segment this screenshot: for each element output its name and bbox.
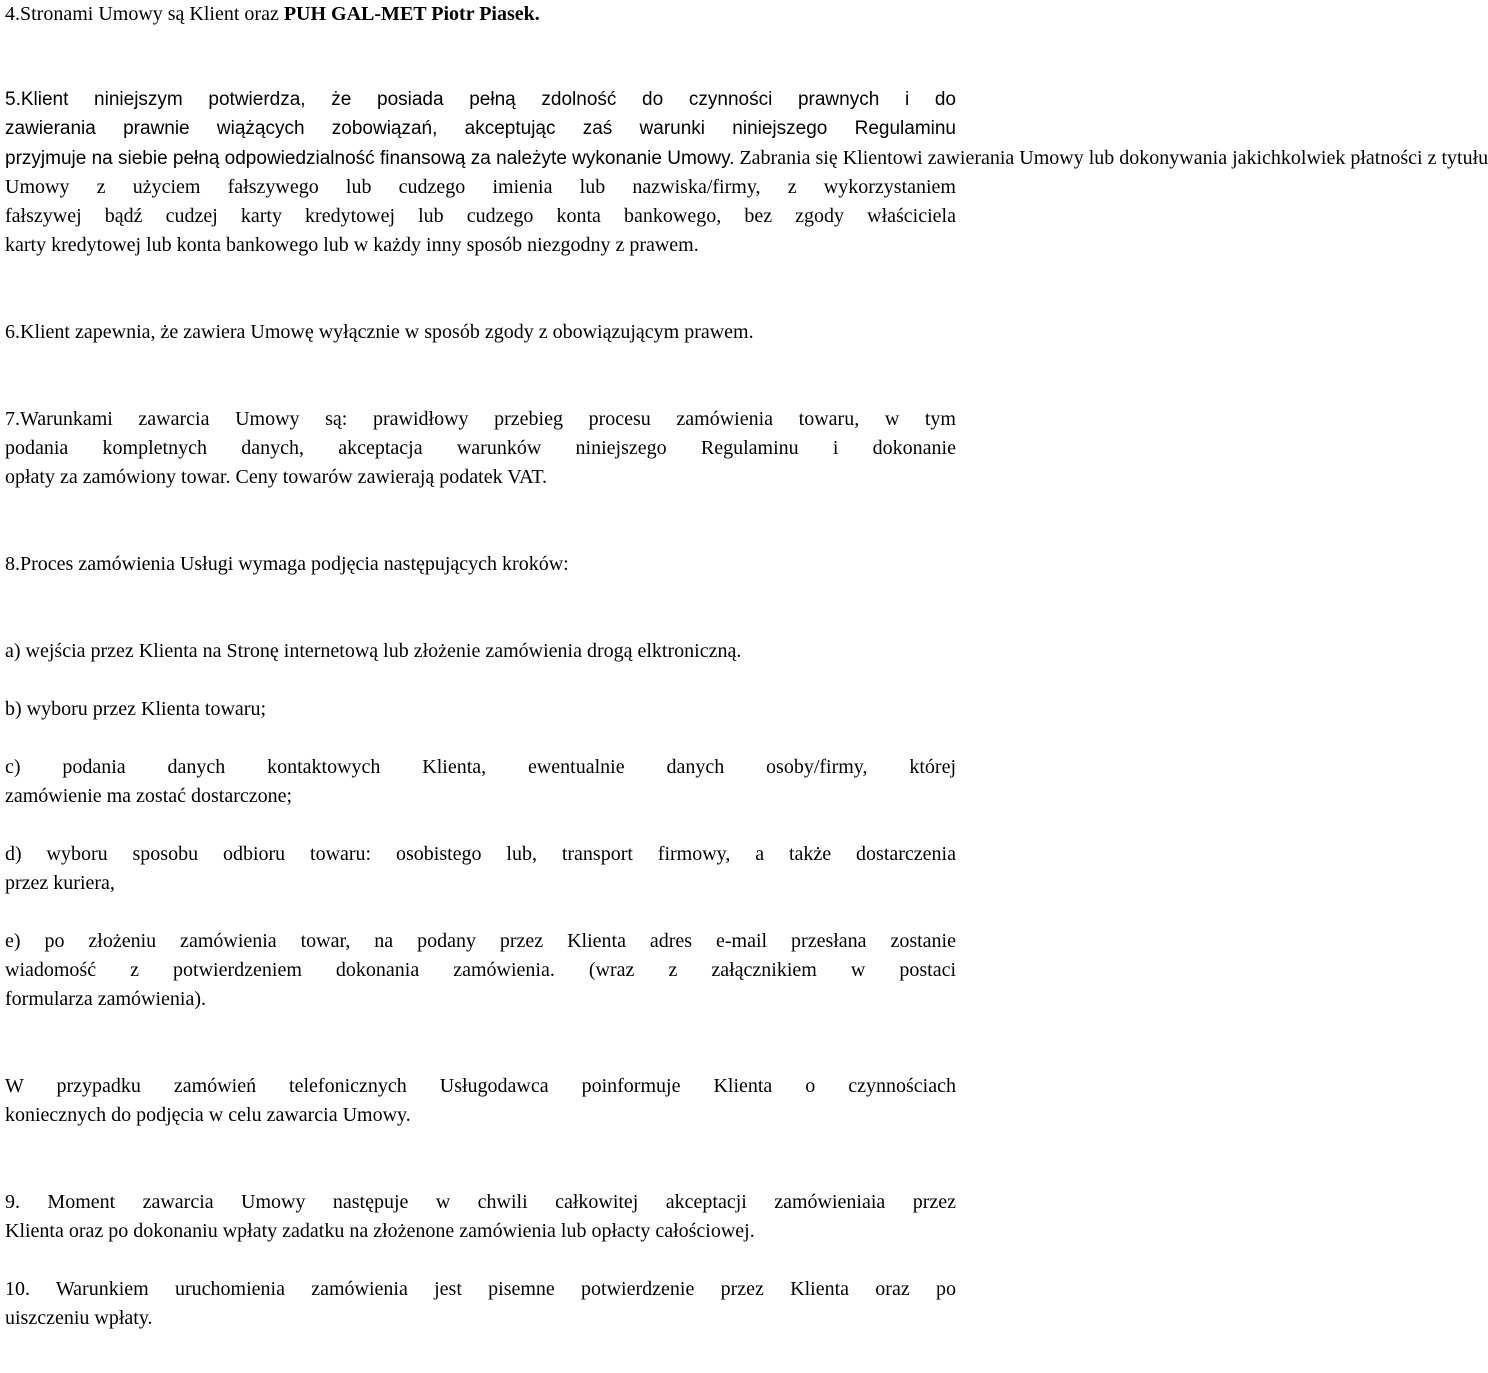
section-5-line-6: karty kredytowej lub konta bankowego lub w każdy inny sposób niezgodny z prawem. bbox=[5, 234, 699, 256]
step-e-line-3: formularza zamówienia). bbox=[5, 988, 207, 1010]
phone-orders-line-2: koniecznych do podjęcia w celu zawarcia Umowy. bbox=[5, 1104, 411, 1126]
section-5-line-3 bbox=[5, 146, 1488, 171]
section-9-line-2: Klienta oraz po dokonaniu wpłaty zadatku na złożenone zamówienia lub opłacty całościowej. bbox=[5, 1220, 755, 1242]
step-d-line-2: przez kuriera, bbox=[5, 872, 115, 894]
section-7-line-1: 7.Warunkami zawarcia Umowy są: prawidłowy przebieg procesu zamówienia towaru, w tym bbox=[5, 408, 956, 430]
section-4-heading bbox=[5, 2, 540, 26]
section-5-line-2: zawierania prawnie wiążących zobowiązań, akceptując zaś warunki niniejszego Regulaminu bbox=[5, 118, 956, 139]
section-9-line-1: 9. Moment zawarcia Umowy następuje w chwili całkowitej akceptacji zamówieniaia przez bbox=[5, 1191, 956, 1213]
step-c-line-2: zamówienie ma zostać dostarczone; bbox=[5, 785, 293, 807]
section-4-text: 4.Stronami Umowy są Klient oraz bbox=[5, 3, 284, 25]
section-5-line-1: 5.Klient niniejszym potwierdza, że posiada pełną zdolność do czynności prawnych i do bbox=[5, 89, 956, 110]
section-5-line-3a: przyjmuje na siebie pełną odpowiedzialność finansową za należyte wykonanie Umowy. bbox=[5, 148, 735, 169]
section-7-line-2: podania kompletnych danych, akceptacja warunków niniejszego Regulaminu i dokonanie bbox=[5, 437, 956, 459]
section-6-line-1: 6.Klient zapewnia, że zawiera Umowę wyłącznie w sposób zgody z obowiązującym prawem. bbox=[5, 321, 754, 343]
section-10-line-1: 10. Warunkiem uruchomienia zamówienia jest pisemne potwierdzenie przez Klienta oraz po bbox=[5, 1278, 956, 1300]
company-name: PUH GAL-MET Piotr Piasek. bbox=[283, 3, 540, 25]
step-d-line-1: d) wyboru sposobu odbioru towaru: osobistego lub, transport firmowy, a także dostarczenia bbox=[5, 843, 956, 865]
section-5-line-4: Umowy z użyciem fałszywego lub cudzego imienia lub nazwiska/firmy, z wykorzystaniem bbox=[5, 176, 956, 198]
section-5-line-3b: Zabrania się Klientowi zawierania Umowy lub dokonywania jakichkolwiek płatności z tytułu bbox=[734, 147, 1488, 169]
section-7-line-3: opłaty za zamówiony towar. Ceny towarów zawierają podatek VAT. bbox=[5, 466, 548, 488]
step-a: a) wejścia przez Klienta na Stronę internetową lub złożenie zamówienia drogą elktroniczną. bbox=[5, 640, 742, 662]
phone-orders-line-1: W przypadku zamówień telefonicznych Usługodawca poinformuje Klienta o czynnościach bbox=[5, 1075, 956, 1097]
step-c-line-1: c) podania danych kontaktowych Klienta, ewentualnie danych osoby/firmy, której bbox=[5, 756, 956, 778]
step-b: b) wyboru przez Klienta towaru; bbox=[5, 698, 267, 720]
section-8-heading: 8.Proces zamówienia Usługi wymaga podjęcia następujących kroków: bbox=[5, 553, 569, 575]
section-10-line-2: uiszczeniu wpłaty. bbox=[5, 1307, 153, 1329]
step-e-line-2: wiadomość z potwierdzeniem dokonania zamówienia. (wraz z załącznikiem w postaci bbox=[5, 959, 956, 981]
section-5-line-5: fałszywej bądź cudzej karty kredytowej lub cudzego konta bankowego, bez zgody właściciela bbox=[5, 205, 956, 227]
step-e-line-1: e) po złożeniu zamówienia towar, na podany przez Klienta adres e-mail przesłana zostanie bbox=[5, 930, 956, 952]
